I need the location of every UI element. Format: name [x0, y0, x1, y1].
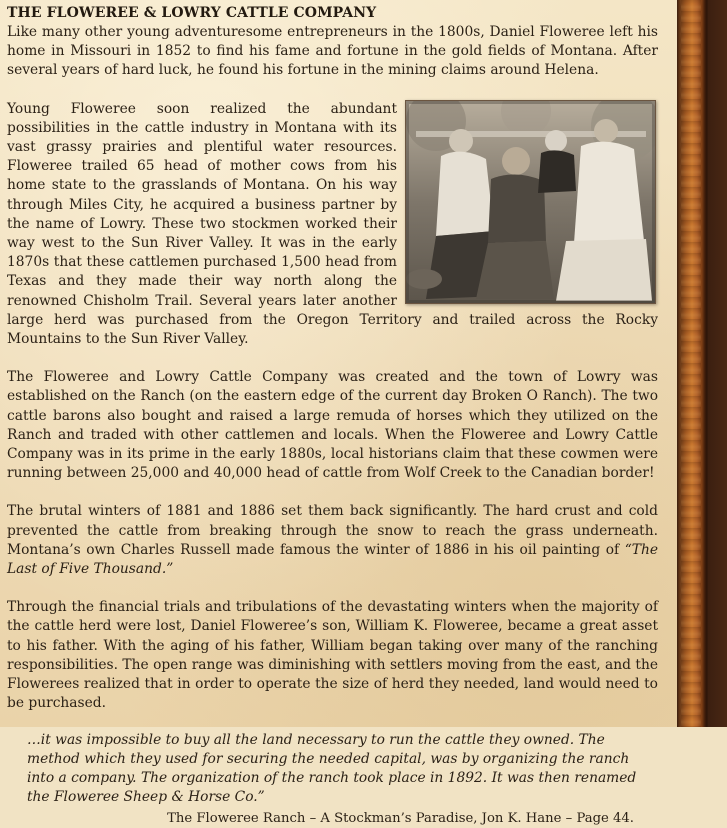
article: [7, 4, 658, 828]
quote-source: The Floweree Ranch – A Stockman’s Paradise, Jon K. Hane – Page 44.: [167, 811, 634, 827]
paragraph-intro: Like many other young adventuresome entrepreneurs in the 1800s, Daniel Floweree left his home in Missouri in 1852 to find his fame and fortune in the gold fields of Montana. After several years of hard luck, he found his fortune in the mining claims around Helena.: [7, 24, 658, 79]
winters-text: The brutal winters of 1881 and 1886 set them back significantly. The hard crust and cold prevented the cattle from breaking through the snow to reach the grass underneath. Montana’s own Charles Russell made famous the winter of 1886 in his oil painting of: [7, 503, 658, 558]
wood-grain-texture: [681, 0, 701, 727]
paragraph-company-founding: The Floweree and Lowry Cattle Company was created and the town of Lowry was established on the Ranch (on the eastern edge of the current day Broken O Ranch). The two cattle barons also bought and raised a large remuda of horses which they utilized on the Ranch and traded with other cattlemen and locals. When the Floweree and Lowry Cattle Company was in its prime in the early 1880s, local historians claim that these cowmen were running between 25,000 and 40,000 head of cattle from Wolf Creek to the Canadian border!: [7, 369, 658, 482]
paragraph-brutal-winters: [7, 502, 658, 579]
painting-title: “The Last of Five Thousand.”: [7, 541, 658, 578]
historical-quote: …it was impossible to buy all the land necessary to run the cattle they owned. The method which they used for securing the needed capital, was by organizing the ranch into a company. The organization of the ranch took place in 1892. It was then renamed the Floweree Sheep & Horse Co.”: [27, 731, 637, 806]
historic-family-photo: [405, 100, 656, 304]
paragraph-cattle-industry: Young Floweree soon realized the abundant possibilities in the cattle industry in Montana with its vast grassy prairies and plentiful water resources. Floweree trailed 65 head of mother cows from his home state to the grasslands of Montana. On his way through Miles City, he acquired a business partner by the name of Lowry. These two stockmen worked their way west to the Sun River Valley. It was in the early 1870s that these cattlemen purchased 1,500 head from Texas and they made their way north along the renowned Chisholm Trail. Several years later another large herd was purchased from the Oregon Territory and trailed across the Rocky Mountains to the Sun River Valley.: [7, 100, 658, 348]
page-title: THE FLOWEREE & LOWRY CATTLE COMPANY: [7, 5, 377, 21]
paragraph-william-floweree: Through the financial trials and tribulations of the devastating winters when the majority of the cattle herd were lost, Daniel Floweree’s son, William K. Floweree, became a great asset to his father. With the aging of his father, William began taking over many of the ranching responsibilities. The open range was diminishing with settlers moving from the east, and the Flowerees realized that in order to operate the size of herd they needed, land would need to be purchased.: [7, 599, 658, 712]
